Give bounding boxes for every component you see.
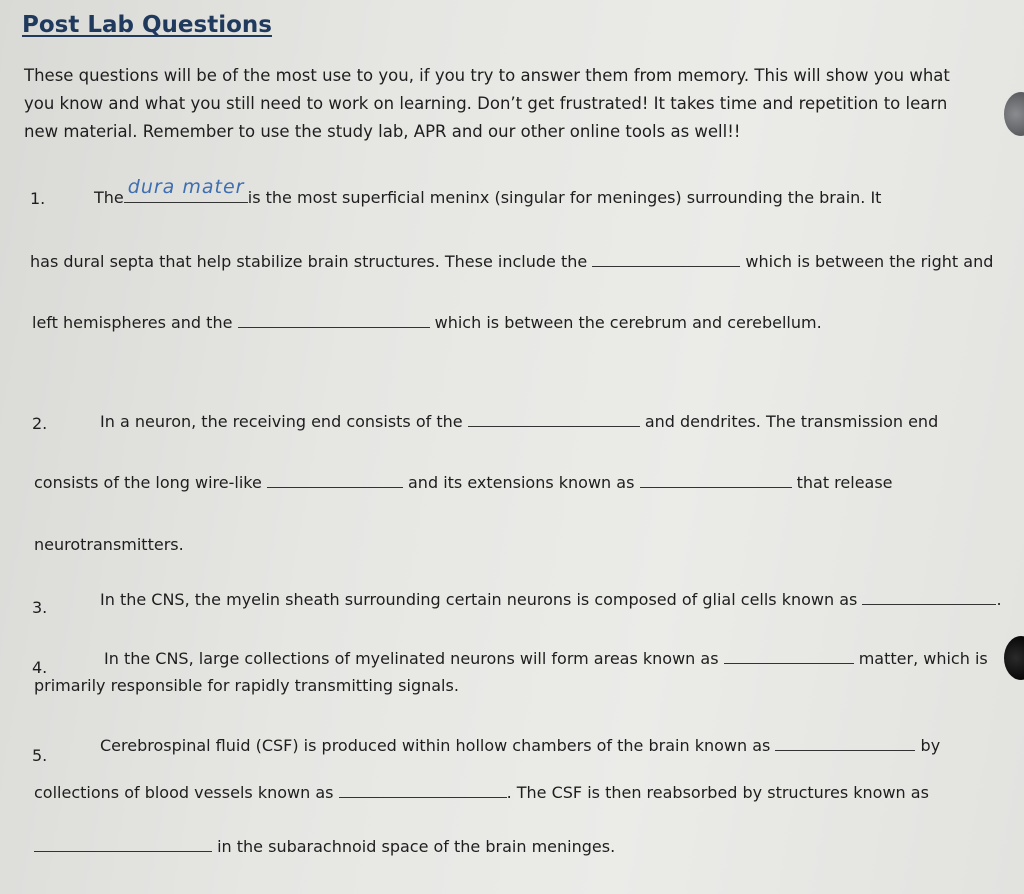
question-text: In a neuron, the receiving end consists of the [100, 412, 463, 431]
question-text: which is between the right and [745, 252, 994, 271]
intro-paragraph: These questions will be of the most use to you, if you try to answer them from memory. This will show you what you know and what you still need to work on learning. Don’t get frustrated! It takes time and repetition to learn new material. Remember to use the study lab, APR and our other online tools as well!! [24, 66, 950, 141]
question-number: 2. [32, 414, 48, 433]
handwritten-answer: dura mater [127, 176, 245, 198]
binder-hole [1004, 636, 1024, 680]
question-text: is the most superficial meninx (singular for meninges) surrounding the brain. It [247, 188, 882, 207]
question-text: by [920, 736, 941, 755]
question-line [30, 252, 993, 271]
question-text: collections of blood vessels known as [34, 783, 334, 802]
question-line [100, 412, 938, 431]
question-text: matter, which is [858, 649, 988, 668]
answer-blank[interactable] [862, 590, 996, 605]
binder-hole [1004, 92, 1024, 136]
question-line [34, 837, 615, 856]
question-text: and its extensions known as [408, 473, 635, 492]
question-line [94, 176, 882, 207]
question-line [34, 473, 893, 492]
question-line [34, 783, 929, 802]
answer-blank[interactable] [468, 412, 640, 427]
question-text: which is between the cerebrum and cerebellum. [434, 313, 822, 332]
page-title: Post Lab Questions [22, 12, 272, 38]
question-text: that release [796, 473, 893, 492]
question-text: . The CSF is then reabsorbed by structures known as [506, 783, 929, 802]
question-number: 4. [32, 658, 48, 677]
question-text: In the CNS, large collections of myelinated neurons will form areas known as [104, 649, 719, 668]
answer-blank[interactable] [124, 176, 248, 203]
question-line [32, 313, 822, 332]
question-number: 5. [32, 746, 48, 765]
question-line [100, 590, 1002, 609]
question-text: neurotransmitters. [34, 535, 184, 554]
question-text: primarily responsible for rapidly transmitting signals. [34, 676, 459, 695]
answer-blank[interactable] [238, 313, 430, 328]
answer-blank[interactable] [267, 473, 403, 488]
question-text: and dendrites. The transmission end [644, 412, 939, 431]
question-text: Cerebrospinal fluid (CSF) is produced within hollow chambers of the brain known as [100, 736, 771, 755]
question-text: . [996, 590, 1002, 609]
question-line [104, 649, 988, 668]
question-text: In the CNS, the myelin sheath surrounding certain neurons is composed of glial cells known as [100, 590, 858, 609]
answer-blank[interactable] [34, 837, 212, 852]
question-text: The [94, 188, 124, 207]
answer-blank[interactable] [592, 252, 740, 267]
answer-blank[interactable] [724, 649, 854, 664]
question-text: left hemispheres and the [32, 313, 233, 332]
question-text: has dural septa that help stabilize brain structures. These include the [30, 252, 588, 271]
answer-blank[interactable] [640, 473, 792, 488]
answer-blank[interactable] [775, 736, 915, 751]
question-line [100, 736, 940, 755]
answer-blank[interactable] [339, 783, 507, 798]
question-text: in the subarachnoid space of the brain meninges. [217, 837, 616, 856]
question-number: 3. [32, 598, 48, 617]
question-text: consists of the long wire-like [34, 473, 262, 492]
question-number: 1. [30, 189, 46, 208]
